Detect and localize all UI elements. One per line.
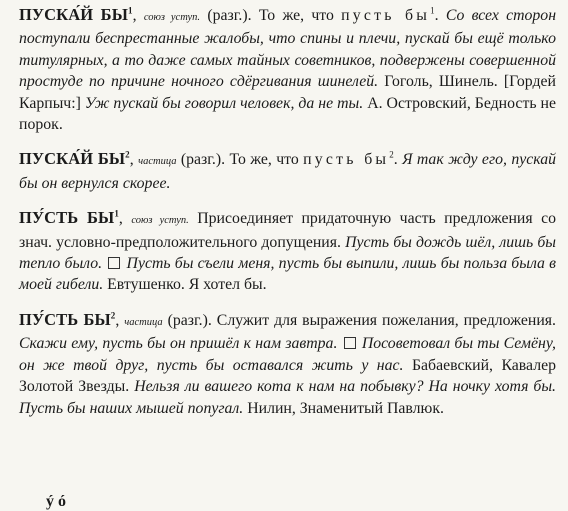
- example: Я так жду его, пускай бы он вернулся скорее.: [19, 151, 557, 192]
- grammar-label: частица: [124, 316, 163, 328]
- homonym-number: 2: [125, 149, 130, 160]
- homonym-number: 1: [128, 5, 133, 16]
- example: Со всех сторон поступали беспрестанные жалобы, что спины и плечи, пускай бы ещё только титулярных, а то даже самых тайных советников, подвержены совершенной простуде по причине ночного сдёргивания шинелей.: [19, 7, 557, 91]
- cross-reference: [341, 7, 438, 24]
- definition: То же, что: [258, 7, 334, 24]
- cross-reference-word: пусть бы: [303, 151, 390, 169]
- section-separator-icon: [108, 257, 120, 269]
- headword-text: ПУСКА́Й БЫ: [19, 5, 128, 24]
- style-label: (разг.).: [167, 311, 212, 329]
- definition: Присоединяет придаточную часть предложения со знач. условно-предположительного допущения.: [19, 210, 557, 251]
- example-source: Евтушенко. Я хотел бы.: [107, 276, 267, 294]
- cross-reference-number: 2: [389, 150, 394, 161]
- headword-text: ПУ́СТЬ БЫ: [19, 309, 111, 329]
- example: Посоветовал бы ты Семёну, он же твой друг, пусть бы оставался жить у нас.: [19, 335, 556, 374]
- comma: ,: [115, 311, 120, 329]
- grammar-label: частица: [138, 156, 177, 168]
- example: Пусть бы дождь шёл, лишь бы тепло было.: [19, 233, 556, 273]
- cross-reference-tail: .: [393, 151, 398, 169]
- headword: [19, 149, 130, 168]
- example: Скажи ему, пусть бы он пришёл к нам завтра.: [19, 335, 338, 353]
- cross-reference-word: пусть бы: [341, 7, 431, 24]
- speaker: [Гордей Карпыч:]: [19, 73, 556, 112]
- comma: ,: [132, 7, 137, 24]
- headword: [19, 208, 119, 227]
- comma: ,: [118, 210, 123, 228]
- dictionary-entry-puskai-by-1: [19, 4, 556, 135]
- headword-text: ПУ́СТЬ БЫ: [19, 208, 115, 228]
- dictionary-entry-pust-by-2: [19, 309, 556, 419]
- cross-reference-number: 1: [430, 5, 435, 16]
- homonym-number: 2: [110, 310, 116, 321]
- cutoff-next-line: ý ó: [46, 493, 66, 510]
- section-separator-icon: [344, 337, 356, 349]
- headword: [19, 310, 115, 329]
- example: Нельзя ли вашего кота к нам на побывку? На ночку хотя бы. Пусть бы наших мышей попугал.: [19, 378, 556, 417]
- style-label: (разг.).: [180, 151, 226, 169]
- dictionary-entry-puskai-by-2: [19, 148, 556, 194]
- example-source: А. Островский, Бедность не порок.: [19, 94, 557, 134]
- style-label: (разг.).: [207, 7, 252, 24]
- definition: Служит для выражения пожелания, предложения.: [216, 311, 557, 329]
- dictionary-entry-pust-by-1: [19, 207, 556, 296]
- headword: [19, 5, 133, 24]
- homonym-number: 1: [114, 208, 119, 219]
- example-source: Гоголь, Шинель.: [384, 73, 498, 91]
- example-source: Нилин, Знаменитый Павлюк.: [247, 399, 444, 417]
- definition: То же, что: [229, 151, 299, 169]
- headword-text: ПУСКА́Й БЫ: [19, 149, 126, 169]
- cross-reference-tail: .: [434, 7, 439, 24]
- example-source: Бабаевский, Кавалер Золотой Звезды.: [19, 356, 556, 396]
- example: Уж пускай бы говорил человек, да не ты.: [84, 94, 364, 112]
- grammar-label: союз уступ.: [143, 12, 201, 23]
- cross-reference: [303, 151, 398, 168]
- comma: ,: [129, 151, 134, 169]
- grammar-label: союз уступ.: [131, 215, 189, 227]
- example: Пусть бы съели меня, пусть бы выпили, лишь бы польза была в моей гибели.: [19, 255, 556, 294]
